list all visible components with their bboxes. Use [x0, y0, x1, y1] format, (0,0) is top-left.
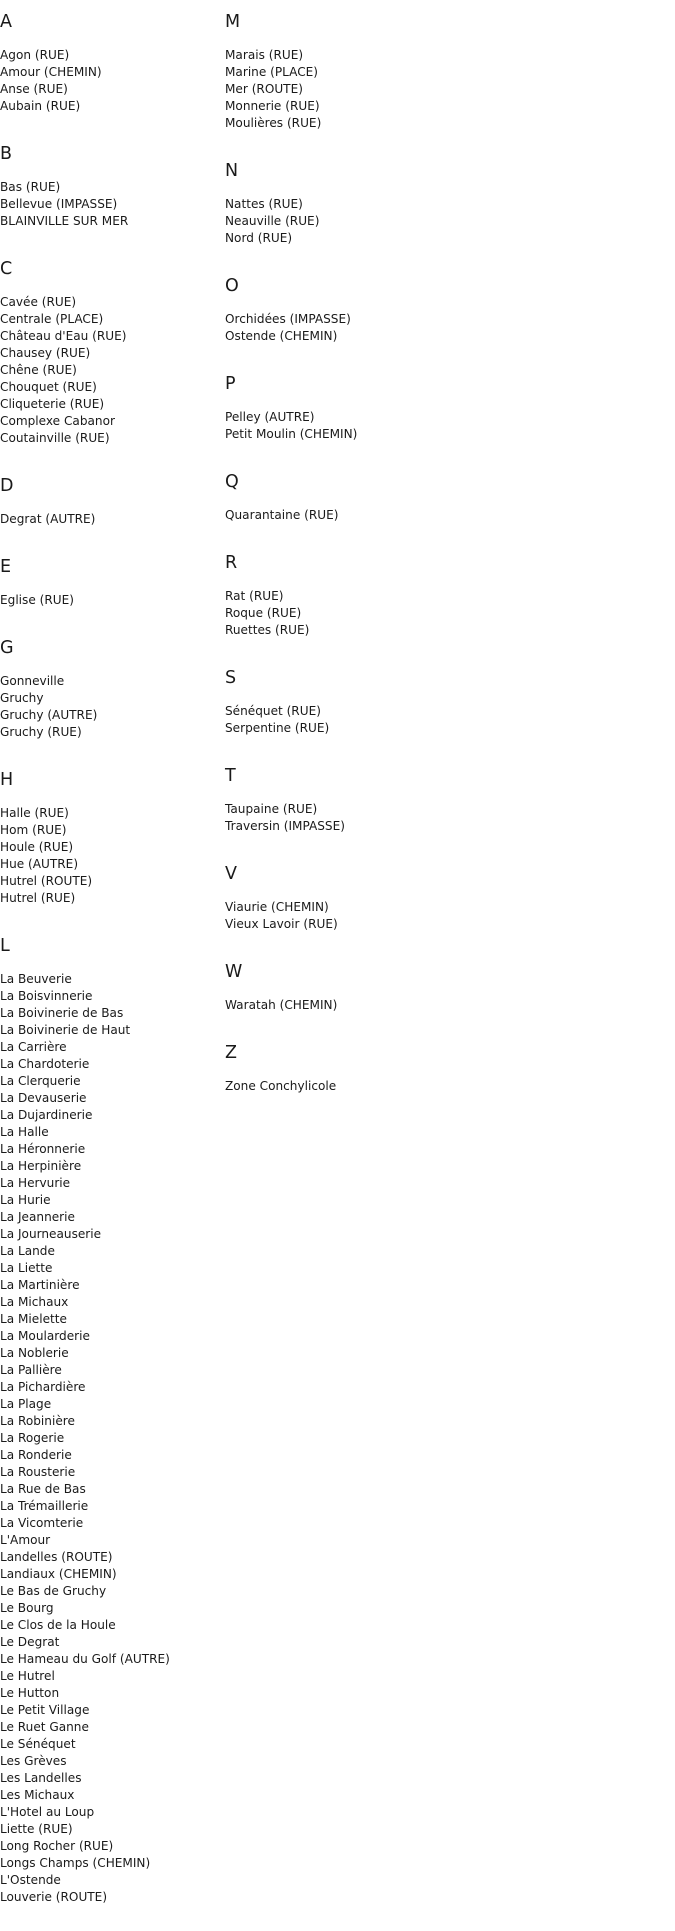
street-link[interactable]: Aubain (RUE) [0, 99, 81, 113]
street-link[interactable]: Traversin (IMPASSE) [225, 819, 345, 833]
street-index-column-right [225, 8, 450, 1120]
street-list [0, 673, 225, 741]
street-link[interactable]: La Rousterie [0, 1465, 76, 1479]
letter-heading: W [225, 962, 243, 982]
street-list [225, 899, 450, 933]
street-link[interactable]: Le Clos de la Houle [0, 1618, 116, 1632]
letter-group-n [225, 157, 450, 247]
letter-group-p [225, 370, 450, 443]
street-link[interactable]: Waratah (CHEMIN) [225, 998, 338, 1012]
street-link[interactable]: Roque (RUE) [225, 606, 302, 620]
street-link[interactable]: Gruchy (RUE) [0, 725, 82, 739]
letter-heading: L [0, 936, 10, 956]
street-link[interactable]: La Ronderie [0, 1448, 72, 1462]
street-link[interactable]: Vieux Lavoir (RUE) [225, 917, 338, 931]
street-link[interactable]: Louverie (ROUTE) [0, 1890, 108, 1904]
letter-heading: N [225, 161, 239, 181]
street-list [0, 47, 225, 115]
street-link[interactable]: Amour (CHEMIN) [0, 65, 102, 79]
street-link[interactable]: Les Landelles [0, 1771, 82, 1785]
street-link[interactable]: Mer (ROUTE) [225, 82, 303, 96]
letter-group-e [0, 553, 225, 609]
street-link[interactable]: La Martinière [0, 1278, 80, 1292]
street-link[interactable]: BLAINVILLE SUR MER [0, 214, 129, 228]
street-link[interactable]: Moulières (RUE) [225, 116, 322, 130]
street-link[interactable]: Gruchy (AUTRE) [0, 708, 98, 722]
street-list [0, 511, 225, 528]
letter-group-q [225, 468, 450, 524]
street-link[interactable]: Le Hutrel [0, 1669, 55, 1683]
street-list [225, 588, 450, 639]
street-list [225, 409, 450, 443]
street-link[interactable]: La Devauserie [0, 1091, 87, 1105]
street-link[interactable]: Le Petit Village [0, 1703, 90, 1717]
letter-heading: H [0, 770, 14, 790]
letter-group-a [0, 8, 225, 115]
street-link[interactable]: La Carrière [0, 1040, 67, 1054]
letter-heading: C [0, 259, 13, 279]
street-link[interactable]: La Boivinerie de Bas [0, 1006, 124, 1020]
street-link[interactable]: Ruettes (RUE) [225, 623, 310, 637]
street-link[interactable]: La Trémaillerie [0, 1499, 89, 1513]
street-list [0, 294, 225, 447]
street-link[interactable]: Halle (RUE) [0, 806, 69, 820]
street-link[interactable]: Le Bourg [0, 1601, 54, 1615]
street-link[interactable]: Chêne (RUE) [0, 363, 77, 377]
street-list [225, 47, 450, 132]
street-link[interactable]: Longs Champs (CHEMIN) [0, 1856, 151, 1870]
street-link[interactable]: Nord (RUE) [225, 231, 293, 245]
letter-group-l [0, 932, 225, 1906]
street-link[interactable]: Le Bas de Gruchy [0, 1584, 107, 1598]
street-link[interactable]: La Jeannerie [0, 1210, 75, 1224]
letter-group-z [225, 1039, 450, 1095]
street-link[interactable]: Les Grèves [0, 1754, 67, 1768]
street-link[interactable]: La Rue de Bas [0, 1482, 86, 1496]
letter-heading: V [225, 864, 237, 884]
street-link[interactable]: La Pallière [0, 1363, 62, 1377]
street-link[interactable]: Cliqueterie (RUE) [0, 397, 105, 411]
street-list [0, 805, 225, 907]
street-link[interactable]: La Noblerie [0, 1346, 69, 1360]
street-link[interactable]: La Beuverie [0, 972, 72, 986]
street-link[interactable]: Coutainville (RUE) [0, 431, 110, 445]
street-link[interactable]: Les Michaux [0, 1788, 75, 1802]
letter-group-c [0, 255, 225, 447]
street-link[interactable]: Monnerie (RUE) [225, 99, 320, 113]
letter-group-g [0, 634, 225, 741]
street-link[interactable]: La Journeauserie [0, 1227, 102, 1241]
street-link[interactable]: La Boivinerie de Haut [0, 1023, 131, 1037]
street-link[interactable]: La Rogerie [0, 1431, 65, 1445]
street-link[interactable]: Taupaine (RUE) [225, 802, 318, 816]
street-link[interactable]: La Hurie [0, 1193, 51, 1207]
letter-heading: O [225, 276, 239, 296]
street-link[interactable]: Hom (RUE) [0, 823, 67, 837]
street-link[interactable]: Liette (RUE) [0, 1822, 73, 1836]
street-list [0, 971, 225, 1906]
street-list [0, 592, 225, 609]
street-link[interactable]: Gonneville [0, 674, 65, 688]
street-link[interactable]: La Mielette [0, 1312, 67, 1326]
street-link[interactable]: Hutrel (RUE) [0, 891, 76, 905]
street-link[interactable]: La Clerquerie [0, 1074, 81, 1088]
letter-heading: B [0, 144, 13, 164]
street-link[interactable]: La Lande [0, 1244, 55, 1258]
street-link[interactable]: Degrat (AUTRE) [0, 512, 96, 526]
street-list [225, 196, 450, 247]
letter-group-r [225, 549, 450, 639]
street-link[interactable]: Petit Moulin (CHEMIN) [225, 427, 358, 441]
street-link[interactable]: Sénéquet (RUE) [225, 704, 321, 718]
street-list [225, 801, 450, 835]
street-link[interactable]: Anse (RUE) [0, 82, 68, 96]
street-link[interactable]: La Boisvinnerie [0, 989, 93, 1003]
street-list [225, 997, 450, 1014]
letter-heading: S [225, 668, 237, 688]
street-link[interactable]: Agon (RUE) [0, 48, 70, 62]
street-link[interactable]: Rat (RUE) [225, 589, 284, 603]
street-link[interactable]: La Robinière [0, 1414, 75, 1428]
letter-heading: A [0, 12, 12, 32]
letter-heading: G [0, 638, 14, 658]
letter-group-d [0, 472, 225, 528]
street-link[interactable]: L'Ostende [0, 1873, 61, 1887]
street-link[interactable]: Viaurie (CHEMIN) [225, 900, 329, 914]
street-list [0, 179, 225, 230]
street-link[interactable]: L'Amour [0, 1533, 51, 1547]
street-link[interactable]: Quarantaine (RUE) [225, 508, 339, 522]
street-link[interactable]: Marais (RUE) [225, 48, 304, 62]
letter-heading: P [225, 374, 236, 394]
street-link[interactable]: L'Hotel au Loup [0, 1805, 95, 1819]
street-link[interactable]: La Herpinière [0, 1159, 82, 1173]
street-link[interactable]: Le Hutton [0, 1686, 60, 1700]
letter-group-o [225, 272, 450, 345]
street-link[interactable]: Eglise (RUE) [0, 593, 74, 607]
street-link[interactable]: Gruchy [0, 691, 44, 705]
letter-heading: D [0, 476, 14, 496]
street-link[interactable]: La Hervurie [0, 1176, 71, 1190]
street-link[interactable]: Houle (RUE) [0, 840, 74, 854]
street-link[interactable]: Le Hameau du Golf (AUTRE) [0, 1652, 170, 1666]
street-link[interactable]: Landelles (ROUTE) [0, 1550, 113, 1564]
street-link[interactable]: Serpentine (RUE) [225, 721, 330, 735]
street-link[interactable]: Ostende (CHEMIN) [225, 329, 338, 343]
street-link[interactable]: La Plage [0, 1397, 52, 1411]
street-link[interactable]: Nattes (RUE) [225, 197, 303, 211]
street-link[interactable]: Pelley (AUTRE) [225, 410, 315, 424]
letter-group-b [0, 140, 225, 230]
letter-heading: Z [225, 1043, 237, 1063]
letter-heading: Q [225, 472, 239, 492]
street-link[interactable]: La Michaux [0, 1295, 69, 1309]
street-link[interactable]: La Liette [0, 1261, 53, 1275]
street-link[interactable]: Centrale (PLACE) [0, 312, 104, 326]
street-link[interactable]: Marine (PLACE) [225, 65, 319, 79]
letter-group-m [225, 8, 450, 132]
street-link[interactable]: La Dujardinerie [0, 1108, 93, 1122]
letter-heading: R [225, 553, 238, 573]
street-link[interactable]: Hue (AUTRE) [0, 857, 79, 871]
street-link[interactable]: Neauville (RUE) [225, 214, 320, 228]
street-link[interactable]: Landiaux (CHEMIN) [0, 1567, 117, 1581]
street-link[interactable]: Bellevue (IMPASSE) [0, 197, 118, 211]
street-link[interactable]: La Vicomterie [0, 1516, 84, 1530]
street-link[interactable]: Chausey (RUE) [0, 346, 91, 360]
street-link[interactable]: Zone Conchylicole [225, 1079, 337, 1093]
letter-heading: E [0, 557, 12, 577]
letter-group-s [225, 664, 450, 737]
street-link[interactable]: Château d'Eau (RUE) [0, 329, 127, 343]
street-index-column-left [0, 8, 225, 1931]
street-link[interactable]: Cavée (RUE) [0, 295, 77, 309]
street-link[interactable]: Long Rocher (RUE) [0, 1839, 114, 1853]
letter-heading: T [225, 766, 236, 786]
street-link[interactable]: Chouquet (RUE) [0, 380, 97, 394]
street-link[interactable]: Le Sénéquet [0, 1737, 76, 1751]
street-list [225, 507, 450, 524]
street-link[interactable]: La Pichardière [0, 1380, 86, 1394]
street-link[interactable]: La Moularderie [0, 1329, 90, 1343]
letter-group-v [225, 860, 450, 933]
street-link[interactable]: La Halle [0, 1125, 49, 1139]
street-link[interactable]: Complexe Cabanor [0, 414, 115, 428]
street-link[interactable]: Hutrel (ROUTE) [0, 874, 93, 888]
street-link[interactable]: La Chardoterie [0, 1057, 90, 1071]
street-link[interactable]: Le Degrat [0, 1635, 60, 1649]
letter-group-h [0, 766, 225, 907]
letter-heading: M [225, 12, 241, 32]
street-link[interactable]: La Héronnerie [0, 1142, 86, 1156]
street-list [225, 311, 450, 345]
street-list [225, 1078, 450, 1095]
street-list [225, 703, 450, 737]
street-link[interactable]: Le Ruet Ganne [0, 1720, 89, 1734]
letter-group-w [225, 958, 450, 1014]
street-link[interactable]: Bas (RUE) [0, 180, 61, 194]
street-link[interactable]: Orchidées (IMPASSE) [225, 312, 351, 326]
letter-group-t [225, 762, 450, 835]
